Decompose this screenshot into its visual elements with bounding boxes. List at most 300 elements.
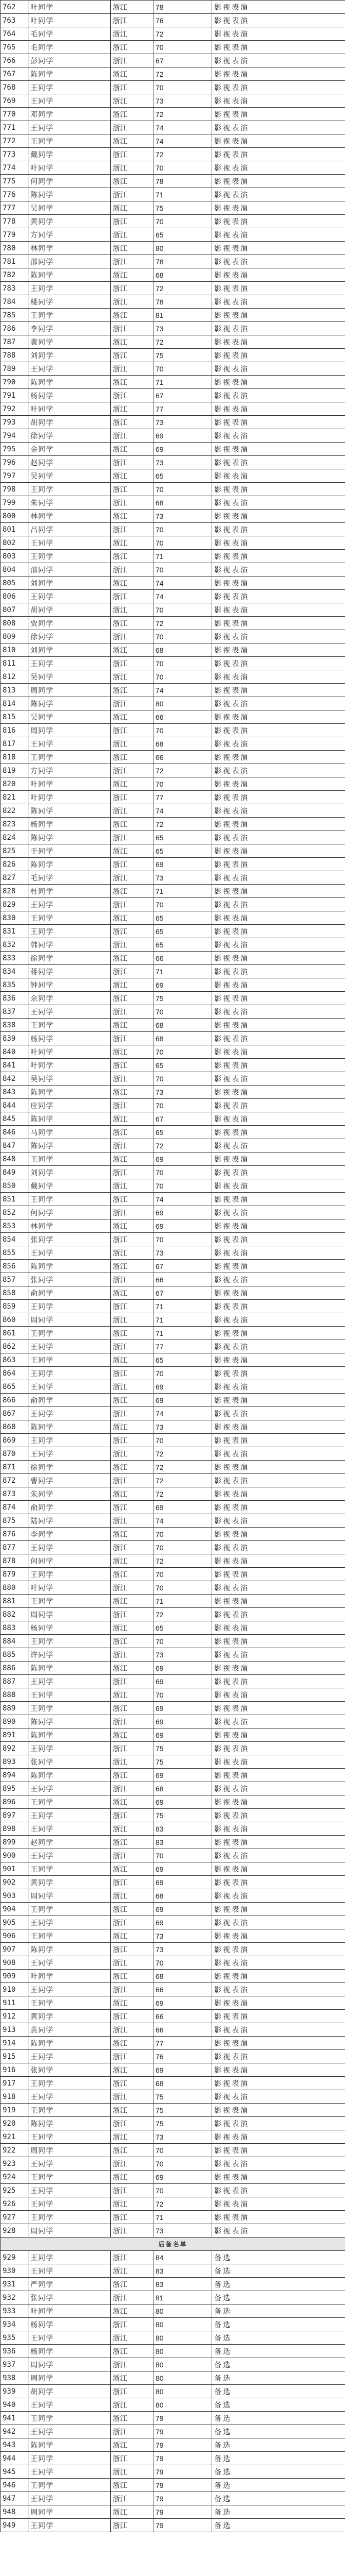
name-cell: 王同学: [28, 1742, 111, 1755]
note-cell: 影视表演: [212, 1313, 345, 1327]
name-cell: 周同学: [28, 2144, 111, 2157]
score-cell: 67: [153, 389, 212, 402]
no-cell: 884: [1, 1635, 28, 1648]
name-cell: 叶同学: [28, 1970, 111, 1983]
table-row: [1, 1166, 345, 1179]
table-row: [1, 1715, 345, 1728]
score-cell: 69: [153, 1715, 212, 1728]
score-cell: 72: [153, 1461, 212, 1474]
score-cell: 78: [153, 1, 212, 14]
table-row: [1, 1621, 345, 1635]
score-cell: 68: [153, 1970, 212, 1983]
name-cell: 王同学: [28, 2264, 111, 2278]
no-cell: 927: [1, 2211, 28, 2224]
no-cell: 763: [1, 14, 28, 27]
main-list: [1, 1, 345, 2238]
no-cell: 903: [1, 1889, 28, 1903]
province-cell: 浙江: [111, 2318, 153, 2331]
name-cell: 王同学: [28, 2130, 111, 2144]
name-cell: 陈同学: [28, 268, 111, 282]
no-cell: 787: [1, 335, 28, 349]
no-cell: 825: [1, 844, 28, 858]
name-cell: 韩同学: [28, 938, 111, 952]
score-cell: 80: [153, 2318, 212, 2331]
province-cell: 浙江: [111, 1367, 153, 1380]
no-cell: 871: [1, 1461, 28, 1474]
name-cell: 陈同学: [28, 1139, 111, 1153]
name-cell: 王同学: [28, 657, 111, 670]
province-cell: 浙江: [111, 1407, 153, 1420]
name-cell: 张同学: [28, 2291, 111, 2304]
note-cell: 影视表演: [212, 1099, 345, 1112]
province-cell: 浙江: [111, 791, 153, 804]
note-cell: 影视表演: [212, 1367, 345, 1380]
no-cell: 860: [1, 1313, 28, 1327]
note-cell: 影视表演: [212, 1608, 345, 1621]
province-cell: 浙江: [111, 1970, 153, 1983]
note-cell: 影视表演: [212, 1836, 345, 1849]
province-cell: 浙江: [111, 550, 153, 563]
no-cell: 925: [1, 2184, 28, 2197]
table-row: [1, 885, 345, 898]
note-cell: 影视表演: [212, 764, 345, 777]
no-cell: 842: [1, 1072, 28, 1086]
name-cell: 王同学: [28, 2184, 111, 2197]
table-row: [1, 1420, 345, 1434]
province-cell: 浙江: [111, 1702, 153, 1715]
score-cell: 75: [153, 1809, 212, 1822]
no-cell: 839: [1, 1032, 28, 1045]
score-cell: 72: [153, 818, 212, 831]
name-cell: 王同学: [28, 1407, 111, 1420]
table-row: [1, 1340, 345, 1353]
name-cell: 王同学: [28, 536, 111, 550]
province-cell: 浙江: [111, 1, 153, 14]
note-cell: 影视表演: [212, 1822, 345, 1836]
table-row: [1, 2050, 345, 2063]
score-cell: 71: [153, 885, 212, 898]
note-cell: 影视表演: [212, 268, 345, 282]
score-cell: 65: [153, 831, 212, 844]
note-cell: 影视表演: [212, 871, 345, 885]
name-cell: 刘同学: [28, 577, 111, 590]
name-cell: 王同学: [28, 1353, 111, 1367]
table-row: [1, 27, 345, 41]
table-row: [1, 1929, 345, 1943]
no-cell: 794: [1, 429, 28, 443]
province-cell: 浙江: [111, 67, 153, 81]
name-cell: 叶同学: [28, 777, 111, 791]
note-cell: 影视表演: [212, 282, 345, 295]
note-cell: 影视表演: [212, 818, 345, 831]
table-row: [1, 1153, 345, 1166]
note-cell: 备选: [212, 2385, 345, 2398]
score-cell: 65: [153, 228, 212, 242]
table-row: [1, 14, 345, 27]
table-row: [1, 416, 345, 429]
table-row: [1, 295, 345, 309]
name-cell: 王同学: [28, 2157, 111, 2171]
no-cell: 908: [1, 1956, 28, 1970]
no-cell: 804: [1, 563, 28, 577]
section-row: [1, 2238, 345, 2251]
table-row: [1, 831, 345, 844]
province-cell: 浙江: [111, 54, 153, 67]
note-cell: 影视表演: [212, 188, 345, 201]
note-cell: 影视表演: [212, 1795, 345, 1809]
name-cell: 毛同学: [28, 27, 111, 41]
no-cell: 868: [1, 1420, 28, 1434]
no-cell: 766: [1, 54, 28, 67]
name-cell: 许同学: [28, 1648, 111, 1662]
province-cell: 浙江: [111, 1541, 153, 1554]
province-cell: 浙江: [111, 2010, 153, 2023]
table-row: [1, 992, 345, 1005]
score-cell: 65: [153, 1059, 212, 1072]
note-cell: 影视表演: [212, 885, 345, 898]
score-cell: 73: [153, 2224, 212, 2238]
score-cell: 69: [153, 1662, 212, 1675]
name-cell: 王同学: [28, 81, 111, 94]
note-cell: 影视表演: [212, 1353, 345, 1367]
note-cell: 影视表演: [212, 1179, 345, 1193]
name-cell: 王同学: [28, 1300, 111, 1313]
note-cell: 影视表演: [212, 751, 345, 764]
name-cell: 周同学: [28, 1889, 111, 1903]
table-row: [1, 469, 345, 483]
table-row: [1, 2184, 345, 2197]
note-cell: 影视表演: [212, 1889, 345, 1903]
name-cell: 陈同学: [28, 2117, 111, 2130]
no-cell: 919: [1, 2104, 28, 2117]
table-row: [1, 362, 345, 376]
no-cell: 944: [1, 2452, 28, 2465]
score-cell: 69: [153, 1380, 212, 1394]
score-cell: 69: [153, 2171, 212, 2184]
name-cell: 叶同学: [28, 1581, 111, 1595]
note-cell: 影视表演: [212, 777, 345, 791]
province-cell: 浙江: [111, 496, 153, 510]
province-cell: 浙江: [111, 1715, 153, 1728]
note-cell: 影视表演: [212, 134, 345, 148]
table-row: [1, 2465, 345, 2479]
name-cell: 王同学: [28, 898, 111, 911]
no-cell: 853: [1, 1219, 28, 1233]
name-cell: 余同学: [28, 992, 111, 1005]
note-cell: 影视表演: [212, 1300, 345, 1313]
province-cell: 浙江: [111, 1782, 153, 1795]
note-cell: 影视表演: [212, 1273, 345, 1286]
note-cell: 影视表演: [212, 911, 345, 925]
no-cell: 897: [1, 1809, 28, 1822]
no-cell: 859: [1, 1300, 28, 1313]
province-cell: 浙江: [111, 1153, 153, 1166]
score-cell: 80: [153, 2304, 212, 2318]
name-cell: 王同学: [28, 94, 111, 108]
no-cell: 874: [1, 1501, 28, 1514]
province-cell: 浙江: [111, 1380, 153, 1394]
score-cell: 66: [153, 2010, 212, 2023]
no-cell: 767: [1, 67, 28, 81]
province-cell: 浙江: [111, 2117, 153, 2130]
name-cell: 朱同学: [28, 496, 111, 510]
note-cell: 影视表演: [212, 1420, 345, 1434]
no-cell: 912: [1, 2010, 28, 2023]
table-row: [1, 965, 345, 978]
name-cell: 毛同学: [28, 41, 111, 54]
province-cell: 浙江: [111, 590, 153, 603]
table-row: [1, 1514, 345, 1528]
no-cell: 791: [1, 389, 28, 402]
province-cell: 浙江: [111, 1340, 153, 1353]
score-cell: 70: [153, 1528, 212, 1541]
province-cell: 浙江: [111, 536, 153, 550]
no-cell: 947: [1, 2492, 28, 2505]
table-row: [1, 751, 345, 764]
score-cell: 73: [153, 456, 212, 469]
no-cell: 822: [1, 804, 28, 818]
score-cell: 70: [153, 1541, 212, 1554]
score-cell: 79: [153, 2438, 212, 2452]
table-row: [1, 2037, 345, 2050]
table-row: [1, 108, 345, 121]
note-cell: 影视表演: [212, 684, 345, 697]
table-row: [1, 1809, 345, 1822]
no-cell: 902: [1, 1876, 28, 1889]
score-cell: 69: [153, 1702, 212, 1715]
table-row: [1, 349, 345, 362]
score-cell: 73: [153, 1648, 212, 1662]
table-row: [1, 1688, 345, 1702]
score-cell: 74: [153, 804, 212, 818]
province-cell: 浙江: [111, 2291, 153, 2304]
score-cell: 70: [153, 2144, 212, 2157]
score-cell: 70: [153, 898, 212, 911]
table-row: [1, 1126, 345, 1139]
table-row: [1, 175, 345, 188]
score-cell: 72: [153, 335, 212, 349]
province-cell: 浙江: [111, 376, 153, 389]
province-cell: 浙江: [111, 1849, 153, 1862]
table-row: [1, 121, 345, 134]
note-cell: 影视表演: [212, 1581, 345, 1595]
table-row: [1, 1849, 345, 1862]
province-cell: 浙江: [111, 322, 153, 335]
note-cell: 备选: [212, 2505, 345, 2519]
score-cell: 69: [153, 1916, 212, 1929]
score-cell: 77: [153, 791, 212, 804]
table-row: [1, 1795, 345, 1809]
name-cell: 李同学: [28, 322, 111, 335]
name-cell: 周同学: [28, 2371, 111, 2385]
note-cell: 影视表演: [212, 1086, 345, 1099]
province-cell: 浙江: [111, 1943, 153, 1956]
table-row: [1, 1648, 345, 1662]
province-cell: 浙江: [111, 1903, 153, 1916]
table-row: [1, 228, 345, 242]
province-cell: 浙江: [111, 2023, 153, 2037]
note-cell: 备选: [212, 2318, 345, 2331]
score-cell: 72: [153, 108, 212, 121]
name-cell: 王同学: [28, 282, 111, 295]
no-cell: 808: [1, 617, 28, 630]
name-cell: 叶同学: [28, 1045, 111, 1059]
note-cell: 影视表演: [212, 1983, 345, 1996]
note-cell: 影视表演: [212, 1635, 345, 1648]
no-cell: 898: [1, 1822, 28, 1836]
no-cell: 883: [1, 1621, 28, 1635]
note-cell: 影视表演: [212, 416, 345, 429]
table-row: [1, 1903, 345, 1916]
name-cell: 王同学: [28, 1340, 111, 1353]
name-cell: 王同学: [28, 1153, 111, 1166]
note-cell: 影视表演: [212, 2037, 345, 2050]
name-cell: 王同学: [28, 2398, 111, 2412]
note-cell: 影视表演: [212, 844, 345, 858]
note-cell: 影视表演: [212, 1112, 345, 1126]
name-cell: 陈同学: [28, 67, 111, 81]
no-cell: 875: [1, 1514, 28, 1528]
province-cell: 浙江: [111, 81, 153, 94]
name-cell: 王同学: [28, 2465, 111, 2479]
table-row: [1, 2519, 345, 2532]
table-row: [1, 215, 345, 228]
no-cell: 771: [1, 121, 28, 134]
no-cell: 942: [1, 2425, 28, 2438]
note-cell: 影视表演: [212, 1769, 345, 1782]
no-cell: 945: [1, 2465, 28, 2479]
no-cell: 848: [1, 1153, 28, 1166]
table-row: [1, 2505, 345, 2519]
score-cell: 66: [153, 710, 212, 724]
province-cell: 浙江: [111, 1809, 153, 1822]
no-cell: 826: [1, 858, 28, 871]
province-cell: 浙江: [111, 1032, 153, 1045]
note-cell: 影视表演: [212, 175, 345, 188]
score-cell: 65: [153, 844, 212, 858]
no-cell: 762: [1, 1, 28, 14]
name-cell: 徐同学: [28, 1461, 111, 1474]
table-row: [1, 617, 345, 630]
province-cell: 浙江: [111, 1233, 153, 1246]
no-cell: 836: [1, 992, 28, 1005]
province-cell: 浙江: [111, 1554, 153, 1568]
name-cell: 陈同学: [28, 831, 111, 844]
score-cell: 69: [153, 1675, 212, 1688]
score-cell: 68: [153, 1782, 212, 1795]
table-row: [1, 657, 345, 670]
no-cell: 878: [1, 1554, 28, 1568]
province-cell: 浙江: [111, 188, 153, 201]
table-row: [1, 858, 345, 871]
province-cell: 浙江: [111, 925, 153, 938]
no-cell: 866: [1, 1394, 28, 1407]
province-cell: 浙江: [111, 2398, 153, 2412]
table-row: [1, 1193, 345, 1206]
name-cell: 王同学: [28, 1367, 111, 1380]
note-cell: 影视表演: [212, 2171, 345, 2184]
name-cell: 林同学: [28, 510, 111, 523]
name-cell: 王同学: [28, 2331, 111, 2345]
note-cell: 影视表演: [212, 978, 345, 992]
name-cell: 陈同学: [28, 2438, 111, 2452]
name-cell: 何同学: [28, 1554, 111, 1568]
name-cell: 黄同学: [28, 215, 111, 228]
province-cell: 浙江: [111, 617, 153, 630]
province-cell: 浙江: [111, 2171, 153, 2184]
table-row: [1, 938, 345, 952]
province-cell: 浙江: [111, 1327, 153, 1340]
no-cell: 940: [1, 2398, 28, 2412]
province-cell: 浙江: [111, 992, 153, 1005]
table-row: [1, 242, 345, 255]
score-cell: 77: [153, 2037, 212, 2050]
note-cell: 影视表演: [212, 1327, 345, 1340]
name-cell: 张同学: [28, 2063, 111, 2077]
table-row: [1, 577, 345, 590]
no-cell: 876: [1, 1528, 28, 1541]
note-cell: 影视表演: [212, 938, 345, 952]
name-cell: 王同学: [28, 1983, 111, 1996]
province-cell: 浙江: [111, 510, 153, 523]
score-cell: 66: [153, 1983, 212, 1996]
note-cell: 备选: [212, 2278, 345, 2291]
name-cell: 黄同学: [28, 335, 111, 349]
name-cell: 王同学: [28, 2492, 111, 2505]
table-row: [1, 2371, 345, 2385]
score-cell: 72: [153, 1487, 212, 1501]
name-cell: 吴同学: [28, 1072, 111, 1086]
no-cell: 855: [1, 1246, 28, 1260]
score-cell: 68: [153, 496, 212, 510]
province-cell: 浙江: [111, 41, 153, 54]
table-row: [1, 1595, 345, 1608]
name-cell: 王同学: [28, 925, 111, 938]
name-cell: 杨同学: [28, 389, 111, 402]
province-cell: 浙江: [111, 161, 153, 175]
score-cell: 70: [153, 536, 212, 550]
name-cell: 黄同学: [28, 2023, 111, 2037]
table-row: [1, 2358, 345, 2371]
table-row: [1, 1300, 345, 1313]
score-cell: 79: [153, 2479, 212, 2492]
table-row: [1, 1099, 345, 1112]
province-cell: 浙江: [111, 2479, 153, 2492]
no-cell: 887: [1, 1675, 28, 1688]
score-cell: 71: [153, 1327, 212, 1340]
name-cell: 毛同学: [28, 871, 111, 885]
no-cell: 834: [1, 965, 28, 978]
table-row: [1, 952, 345, 965]
name-cell: 王同学: [28, 1005, 111, 1019]
province-cell: 浙江: [111, 1126, 153, 1139]
name-cell: 王同学: [28, 2104, 111, 2117]
table-row: [1, 804, 345, 818]
province-cell: 浙江: [111, 1635, 153, 1648]
table-row: [1, 1019, 345, 1032]
province-cell: 浙江: [111, 2251, 153, 2264]
score-cell: 81: [153, 2291, 212, 2304]
score-cell: 70: [153, 2184, 212, 2197]
province-cell: 浙江: [111, 1769, 153, 1782]
table-row: [1, 94, 345, 108]
province-cell: 浙江: [111, 242, 153, 255]
note-cell: 影视表演: [212, 483, 345, 496]
score-cell: 69: [153, 1996, 212, 2010]
score-cell: 70: [153, 483, 212, 496]
score-cell: 69: [153, 429, 212, 443]
score-cell: 74: [153, 1193, 212, 1206]
